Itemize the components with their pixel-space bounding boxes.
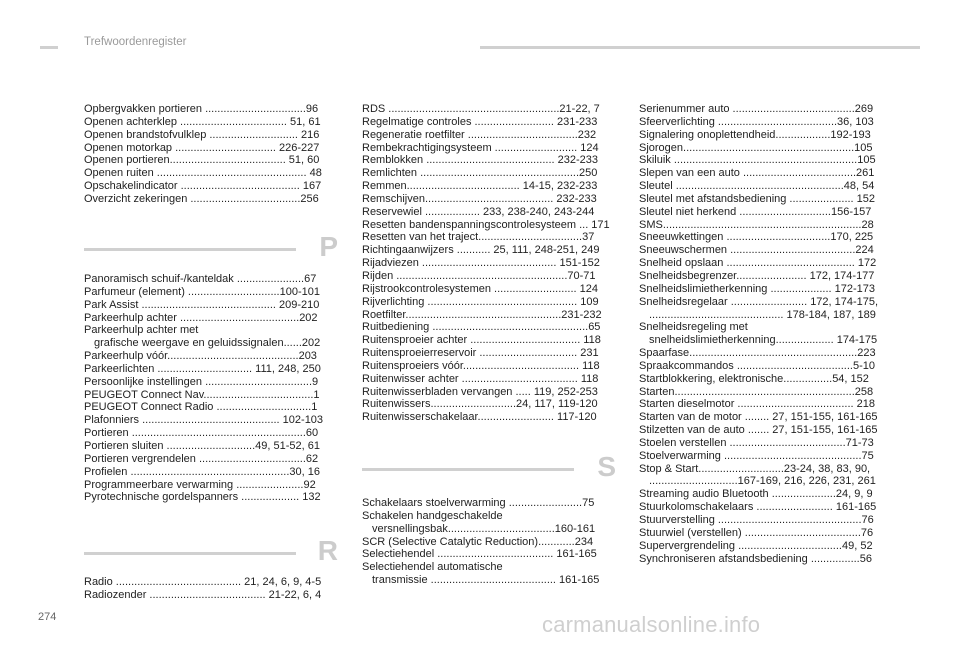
index-entry: Selectiehendel automatische — [362, 561, 503, 574]
index-entry: grafische weergave en geluidssignalen......202 — [94, 337, 321, 350]
index-entry: Stop & Start............................23-24, 38, 83, 90, — [639, 462, 871, 475]
index-entry: Ruitensproeierreservoir ................................ 231 — [362, 347, 599, 360]
index-entry: Overzicht zekeringen ....................................256 — [84, 192, 319, 205]
index-entry: RDS ........................................................21-22, 7 — [362, 103, 600, 115]
page-number: 274 — [38, 611, 57, 623]
index-entry: Spraakcommandos ......................................5-10 — [639, 359, 875, 372]
divider-line — [362, 468, 574, 471]
index-entry: Portieren .........................................................60 — [84, 427, 319, 440]
index-entry: Opbergvakken portieren .................................96 — [84, 103, 319, 115]
index-entry: Streaming audio Bluetooth .....................24, 9, 9 — [639, 488, 873, 501]
index-entry: Persoonlijke instellingen ...................................9 — [84, 375, 319, 388]
index-entry: Ruitenwisserbladen vervangen ..... 119, 252-253 — [362, 385, 598, 398]
index-entry: PEUGEOT Connect Nav....................................1 — [84, 388, 320, 401]
index-entry: Openen achterklep ................................... 51, 61 — [84, 115, 321, 128]
index-block-p — [84, 273, 338, 504]
index-entry: Roetfilter...................................................231-232 — [362, 308, 602, 321]
index-entry: Rijverlichting ................................................. 109 — [362, 295, 599, 308]
index-entry: Rijden ........................................................70-71 — [362, 269, 596, 282]
index-entry: Stilzetten van de auto ....... 27, 151-155, 161-165 — [639, 424, 878, 437]
index-entry: Rijadviezen ............................................ 151-152 — [362, 257, 600, 270]
index-entry: Parkeerhulp achter met — [84, 324, 199, 337]
index-block-r — [84, 576, 338, 602]
index-entry: Radio ......................................... 21, 24, 6, 9, 4-5 — [84, 576, 322, 588]
index-entry: transmissie ......................................... 161-165 — [372, 574, 600, 587]
watermark: carmanualsonline.info — [542, 612, 761, 637]
index-entry: Richtingaanwijzers ........... 25, 111, 248-251, 249 — [362, 244, 600, 257]
index-entry: Snelheidsregelaar ......................... 172, 174-175, — [639, 295, 879, 308]
index-entry: Remlichten ....................................................250 — [362, 167, 598, 180]
index-entry: Remschijven.......................................... 232-233 — [362, 192, 597, 205]
index-block-o — [84, 103, 338, 206]
section-letter-p: P — [319, 231, 338, 262]
index-entry: Supervergrendeling ..................................49, 52 — [639, 539, 873, 552]
index-entry: SMS.................................................................28 — [639, 218, 874, 231]
index-entry: Remmen..................................... 14-15, 232-233 — [362, 180, 598, 193]
index-entry: Reservewiel .................. 233, 238-240, 243-244 — [362, 205, 595, 218]
index-entry: Stuurverstelling ...............................................76 — [639, 514, 874, 526]
index-entry: Stoelverwarming .............................................75 — [639, 449, 874, 462]
index-entry: Radiozender ...................................... 21-22, 6, 4 — [84, 588, 322, 601]
header-rule-right — [480, 46, 920, 49]
index-entry: Serienummer auto ........................................269 — [639, 103, 874, 115]
index-entry: Starten dieselmotor ...................................... 218 — [639, 398, 875, 411]
index-entry: Snelheid opslaan .......................................... 172 — [639, 257, 877, 270]
index-entry: Stuurkolomschakelaars ......................... 161-165 — [639, 501, 877, 514]
index-entry: Sleutel met afstandsbediening ..................... 152 — [639, 192, 876, 205]
index-entry: Sneeuwschermen .........................................224 — [639, 244, 874, 257]
index-entry: Spaarfase.......................................................223 — [639, 347, 876, 360]
page-section-title: Trefwoordenregister — [84, 36, 187, 48]
index-entry: Slepen van een auto .....................................261 — [639, 167, 875, 180]
index-entry: Profielen ....................................................30, 16 — [84, 465, 320, 478]
index-entry: SCR (Selective Catalytic Reduction)............234 — [362, 535, 594, 548]
index-entry: Portieren sluiten .............................49, 51-52, 61 — [84, 439, 321, 452]
index-entry: Parkeerlichten ............................... 111, 248, 250 — [84, 362, 321, 375]
index-entry: ............................................ 178-184, 187, 189 — [649, 308, 876, 321]
index-entry: Sneeuwkettingen ..................................170, 225 — [639, 231, 874, 244]
index-entry: versnellingsbak...................................160-161 — [372, 522, 596, 535]
index-entry: Snelheidslimietherkenning .................... 172-173 — [639, 282, 876, 295]
section-divider-r — [84, 535, 338, 566]
index-entry: Starten...........................................................258 — [639, 385, 874, 398]
section-divider-s — [362, 451, 616, 482]
header-rule-left — [40, 46, 58, 49]
index-entry: Plafonniers ............................................. 102-103 — [84, 414, 324, 427]
index-entry: Startblokkering, elektronische................54, 152 — [639, 372, 869, 385]
index-entry: Skiluik ............................................................105 — [639, 154, 876, 167]
index-entry: Parfumeur (element) ..............................100-101 — [84, 285, 320, 298]
index-entry: Parkeerhulp achter .......................................202 — [84, 311, 318, 324]
index-entry: Ruitenwissers............................24, 117, 119-120 — [362, 398, 598, 411]
index-block-s — [362, 497, 616, 587]
index-entry: Openen portieren...................................... 51, 60 — [84, 154, 320, 167]
index-entry: Stuurwiel (verstellen) ......................................76 — [639, 526, 874, 539]
index-entry: Stoelen verstellen ......................................71-73 — [639, 436, 874, 449]
index-entry: PEUGEOT Connect Radio ...............................1 — [84, 401, 318, 414]
section-letter-r: R — [317, 535, 338, 566]
index-entry: Remblokken .......................................... 232-233 — [362, 154, 598, 167]
index-entry: Programmeerbare verwarming ......................92 — [84, 478, 316, 491]
index-entry: Opschakelindicator ....................................... 167 — [84, 180, 322, 193]
divider-line — [84, 552, 296, 555]
index-entry: snelheidslimietherkenning................... 174-175 — [649, 334, 878, 347]
index-entry: Openen brandstofvulklep ............................. 216 — [84, 128, 320, 141]
index-entry: Ruitenwisserschakelaar......................... 117-120 — [362, 411, 597, 424]
index-entry: Synchroniseren afstandsbediening ................56 — [639, 552, 872, 565]
index-entry: Park Assist ............................................ 209-210 — [84, 298, 320, 311]
index-entry: Parkeerhulp vóór...........................................203 — [84, 350, 317, 363]
divider-line — [84, 248, 296, 251]
index-entry: Regelmatige controles .......................... 231-233 — [362, 115, 598, 128]
index-entry: Snelheidsbegrenzer....................... 172, 174-177 — [639, 269, 875, 282]
index-block-r-cont — [362, 103, 616, 424]
section-divider-p — [84, 231, 338, 262]
index-entry: Portieren vergrendelen ...................................62 — [84, 452, 319, 465]
index-entry: Signalering onoplettendheid..................192-193 — [639, 128, 871, 141]
index-entry: Ruitensproeiers vóór...................................... 118 — [362, 359, 600, 372]
index-entry: .............................167-169, 216, 226, 231, 261 — [649, 475, 876, 488]
index-entry: Ruitensproeier achter .................................... 118 — [362, 334, 601, 347]
index-entry: Ruitenwisser achter ...................................... 118 — [362, 372, 599, 385]
index-entry: Pyrotechnische gordelspanners ................... 132 — [84, 491, 321, 504]
index-entry: Resetten bandenspanningscontrolesysteem ... 171 — [362, 218, 610, 231]
index-entry: Sjorogen........................................................105 — [639, 141, 873, 154]
index-entry: Rijstrookcontrolesystemen ........................... 124 — [362, 282, 598, 295]
index-entry: Rembekrachtigingsysteem ........................... 124 — [362, 141, 599, 154]
index-entry: Panoramisch schuif-/kanteldak ......................67 — [84, 273, 317, 285]
index-entry: Sleutel .......................................................48, 54 — [639, 180, 875, 193]
index-entry: Openen motorkap ................................. 226-227 — [84, 141, 320, 154]
index-entry: Snelheidsregeling met — [639, 321, 748, 334]
index-entry: Selectiehendel ...................................... 161-165 — [362, 548, 597, 561]
index-entry: Ruitbediening ...................................................65 — [362, 321, 601, 334]
index-entry: Regeneratie roetfilter ....................................232 — [362, 128, 597, 141]
index-entry: Starten van de motor ........ 27, 151-155, 161-165 — [639, 411, 878, 424]
index-entry: Resetten van het traject..................................37 — [362, 231, 595, 244]
index-entry: Schakelen handgeschakelde — [362, 509, 503, 522]
index-entry: Sleutel niet herkend ..............................156-157 — [639, 205, 872, 218]
index-block-s-cont — [639, 103, 891, 565]
index-entry: Schakelaars stoelverwarming ........................75 — [362, 497, 595, 509]
section-letter-s: S — [597, 451, 616, 482]
index-entry: Openen ruiten ................................................. 48 — [84, 167, 322, 180]
index-entry: Sfeerverlichting .......................................36, 103 — [639, 115, 874, 128]
